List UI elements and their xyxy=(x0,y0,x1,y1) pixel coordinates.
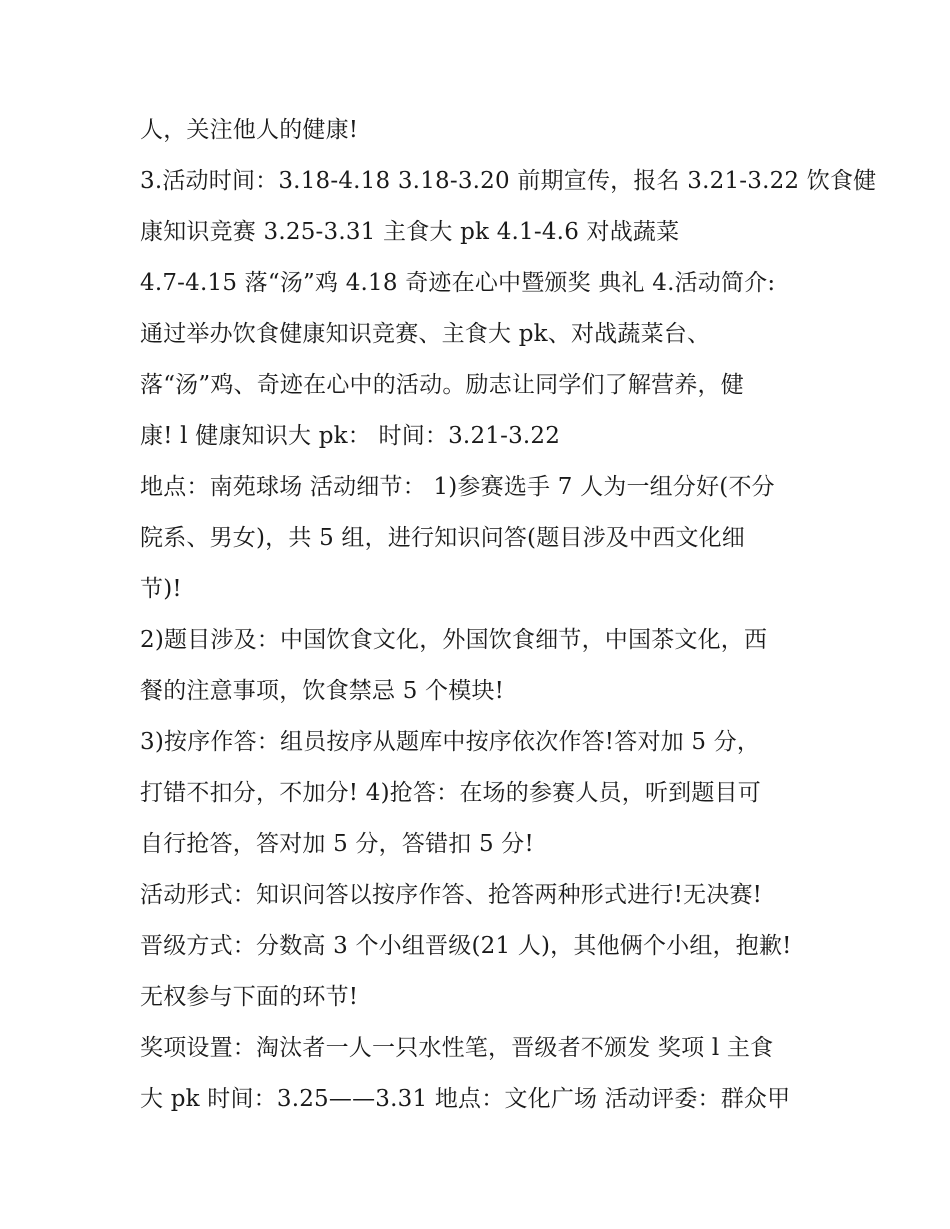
text-line: 落“汤”鸡、奇迹在心中的活动。励志让同学们了解营养，健 xyxy=(140,372,744,398)
text-line: 打错不扣分，不加分! 4)抢答：在场的参赛人员，听到题目可 xyxy=(140,780,761,806)
text-line: 晋级方式：分数高 3 个小组晋级(21 人)，其他俩个小组，抱歉! xyxy=(140,933,792,959)
text-line: 餐的注意事项，饮食禁忌 5 个模块! xyxy=(140,678,505,704)
text-line: 大 pk 时间：3.25——3.31 地点：文化广场 活动评委：群众甲 xyxy=(140,1086,791,1112)
text-line: 康! l 健康知识大 pk： 时间：3.21-3.22 xyxy=(140,423,561,449)
document-body xyxy=(140,108,877,1128)
text-line: 地点：南苑球场 活动细节： 1)参赛选手 7 人为一组分好(不分 xyxy=(140,474,775,500)
text-line: 4.7-4.15 落“汤”鸡 4.18 奇迹在心中暨颁奖 典礼 4.活动简介: xyxy=(140,270,776,296)
text-line: 通过举办饮食健康知识竞赛、主食大 pk、对战蔬菜台、 xyxy=(140,321,711,347)
text-line: 康知识竞赛 3.25-3.31 主食大 pk 4.1-4.6 对战蔬菜 xyxy=(140,219,680,245)
text-line: 3)按序作答：组员按序从题库中按序依次作答!答对加 5 分， xyxy=(140,729,761,755)
text-line: 活动形式：知识问答以按序作答、抢答两种形式进行!无决赛! xyxy=(140,882,763,908)
text-line: 无权参与下面的环节! xyxy=(140,984,359,1010)
text-line: 节)! xyxy=(140,576,182,602)
text-line: 自行抢答，答对加 5 分，答错扣 5 分! xyxy=(140,831,534,857)
text-line: 3.活动时间：3.18-4.18 3.18-3.20 前期宣传，报名 3.21-3.22 饮食健 xyxy=(140,168,877,194)
text-line: 2)题目涉及：中国饮食文化，外国饮食细节，中国茶文化，西 xyxy=(140,627,768,653)
text-line: 人，关注他人的健康! xyxy=(140,117,359,143)
text-line: 奖项设置：淘汰者一人一只水性笔，晋级者不颁发 奖项 l 主食 xyxy=(140,1035,774,1061)
text-line: 院系、男女)，共 5 组，进行知识问答(题目涉及中西文化细 xyxy=(140,525,746,551)
